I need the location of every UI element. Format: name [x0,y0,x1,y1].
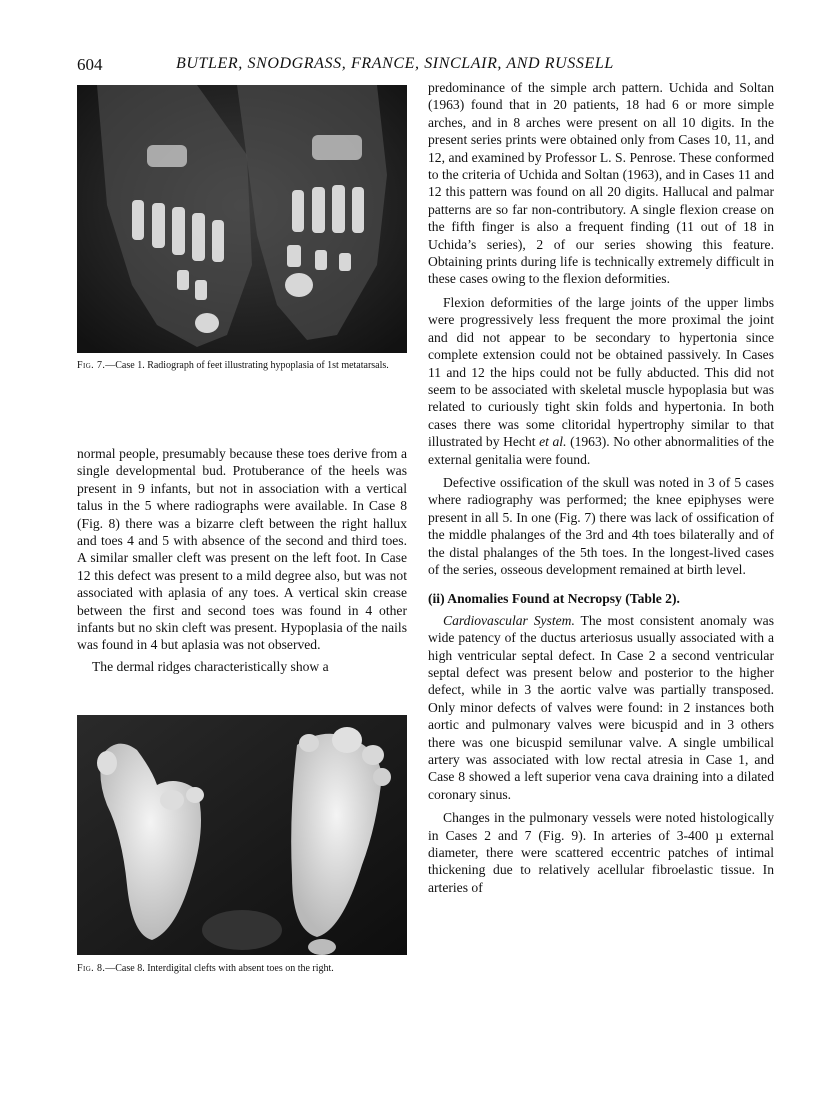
section-heading [428,590,774,607]
figure-8-photograph [77,715,407,955]
paragraph: normal people, presumably because these toes derive from a single developmental bud. Protuberance of the heels was present in 9 infants, but not in association with a vertical talus in the 5 where radiographs were available. In Case 8 (Fig. 8) there was a bizarre cleft between the right hallux and toes 4 and 5 with absence of the second and third toes. A similar smaller cleft was present on the left foot. In Case 12 this defect was present to a mild degree also, but was not associated with aplasia of any toes. A vertical skin crease between the first and second toes was found in 4 other infants but no skin cleft was present. Hypoplasia of the nails was found in 4 but aplasia was not observed. [77,446,407,653]
paragraph [428,612,774,803]
paragraph: The dermal ridges characteristically show a [92,658,329,674]
page-number: 604 [77,55,103,74]
paragraph: predominance of the simple arch pattern. Uchida and Soltan (1963) found that in 20 patients, 18 had 6 or more simple arches, and in 8 arches were present on all 10 digits. In the present series prints were obtained only from Cases 10, 11, and 12, and examined by Professor L. S. Penrose. These conformed to the criteria of Uchida and Soltan (1963), and in Cases 11 and 12 this pattern was found on all 20 digits. Hallucal and palmar patterns are so far non-contributory. A single flexion crease on the fifth finger is also a frequent finding (11 out of 18 in Uchida’s series), 2 of our series showing this feature. Obtaining prints during life is technically extremely difficult in these cases owing to the flexion deformities. [428,80,774,287]
paragraph-text: Flexion deformities of the large joints of the upper limbs were progressively less frequent the more proximal the joint and did not appear to be secondary to hypertonia since complete extension could not be obtained passively. In Cases 11 and 12 the hips could not be fully abducted. This did not seem to be associated with skeletal muscle hypoplasia but was related to curiously tight skin folds and hypertonia. In both cases there was some clitoridal hypertrophy similar to that illustrated by Hecht [428,294,774,450]
feet-photograph [77,715,407,955]
figure-8-caption-text: —Case 8. Interdigital clefts with absent toes on the right. [105,963,334,974]
paragraph-text: (1963). No other abnormalities of the external genitalia were found. [428,434,774,467]
paragraph: Changes in the pulmonary vessels were noted histologically in Cases 2 and 7 (Fig. 9). In arteries of 3-400 µ external diameter, there were scattered eccentric patches of intimal thickening due to relatively acellular fibroelastic tissue. In arteries of [428,810,774,895]
right-column [428,79,774,900]
figure-8-label: Fig. 8. [77,963,106,974]
figure-7-caption-text: —Case 1. Radiograph of feet illustrating hypoplasia of 1st metatarsals. [105,360,389,371]
paragraph [428,294,774,468]
paragraph: Defective ossification of the skull was noted in 3 of 5 cases where radiography was performed; the knee epiphyses were present in all 5. In one (Fig. 7) there was lack of ossification of the middle phalanges of the 3rd and 4th toes bilaterally and of the distal phalanges of the 5th toes. In the longest-lived cases of the series, osseous development remained at birth level. [428,474,774,577]
paragraph-text: The most consistent anomaly was wide patency of the ductus arteriosus usually associated with a high ventricular septal defect. In Case 2 a second ventricular septal defect was present below and posterior to the higher defect, while in 3 the aortic valve was partially transposed. Only minor defects of valves were found: in 2 instances both aortic and pulmonary valves were bicuspid and in 3 others there was one bicuspid semilunar valve. A single umbilical artery was associated with low rectal atresia in Case 1, and Case 8 showed a left superior vena cava draining into a dilated coronary sinus. [428,612,774,802]
radiograph-image [77,85,407,353]
figure-7-caption [77,359,407,372]
running-head: BUTLER, SNODGRASS, FRANCE, SINCLAIR, AND RUSSELL [176,55,614,72]
figure-7-radiograph [77,85,407,353]
subsection-label: Cardiovascular System. [443,612,575,628]
section-heading-text: (ii) Anomalies Found at Necropsy (Table 2). [428,591,680,607]
et-al: et al. [539,434,567,450]
figure-8-caption [77,962,407,975]
left-column [77,445,407,679]
figure-7-label: Fig. 7. [77,360,106,371]
